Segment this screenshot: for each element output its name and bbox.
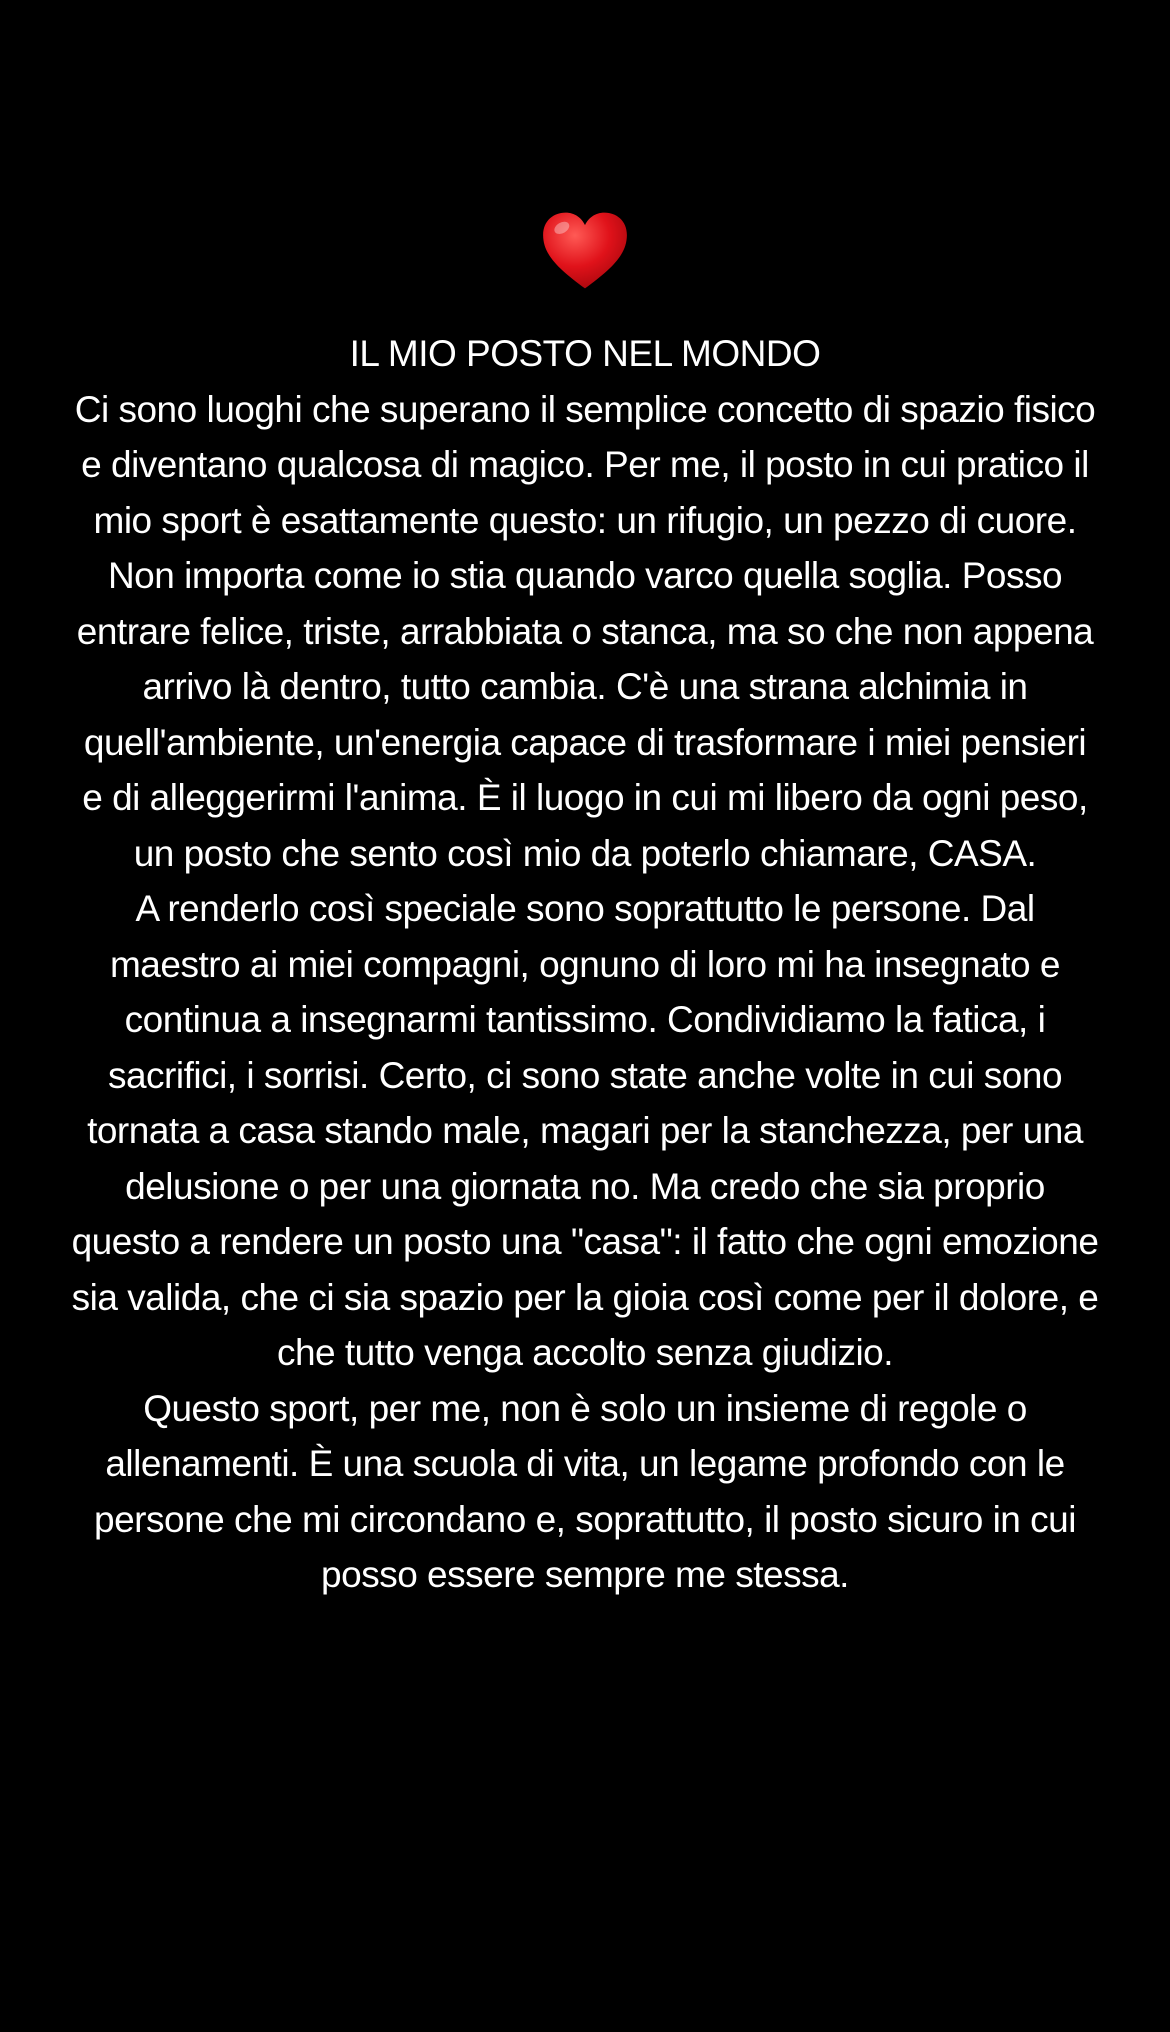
paragraph-3: A renderlo così speciale sono soprattutto le persone. Dal maestro ai miei compagni, ognuno di loro mi ha insegnato e continua a insegnarmi tantissimo. Condividiamo la fatica, i sacrifici, i sorrisi. Certo, ci sono state anche volte in cui sono tornata a casa stando male, magari per la stanchezza, per una delusione o per una giornata no. Ma credo che sia proprio questo a rendere un posto una "casa": il fatto che ogni emozione sia valida, che ci sia spazio per la gioia così come per il dolore, e che tutto venga accolto senza giudizio.: [71, 888, 1099, 1373]
paragraph-1: Ci sono luoghi che superano il semplice concetto di spazio fisico e diventano qualcosa di magico. Per me, il posto in cui pratico il mio sport è esattamente questo: un rifugio, un pezzo di cuore.: [74, 388, 1096, 541]
story-title: IL MIO POSTO NEL MONDO: [349, 333, 821, 374]
paragraph-4: Questo sport, per me, non è solo un insieme di regole o allenamenti. È una scuola di vita, un legame profondo con le persone che mi circondano e, soprattutto, il posto sicuro in cui posso essere sempre me stessa.: [94, 1387, 1076, 1595]
red-heart-icon: [540, 210, 630, 292]
story-text: [70, 326, 1100, 1603]
paragraph-2: Non importa come io stia quando varco quella soglia. Posso entrare felice, triste, arrabbiata o stanca, ma so che non appena arrivo là dentro, tutto cambia. C'è una strana alchimia in quell'ambiente, un'energia capace di trasformare i miei pensieri e di alleggerirmi l'anima. È il luogo in cui mi libero da ogni peso, un posto che sento così mio da poterlo chiamare, CASA.: [76, 555, 1094, 874]
